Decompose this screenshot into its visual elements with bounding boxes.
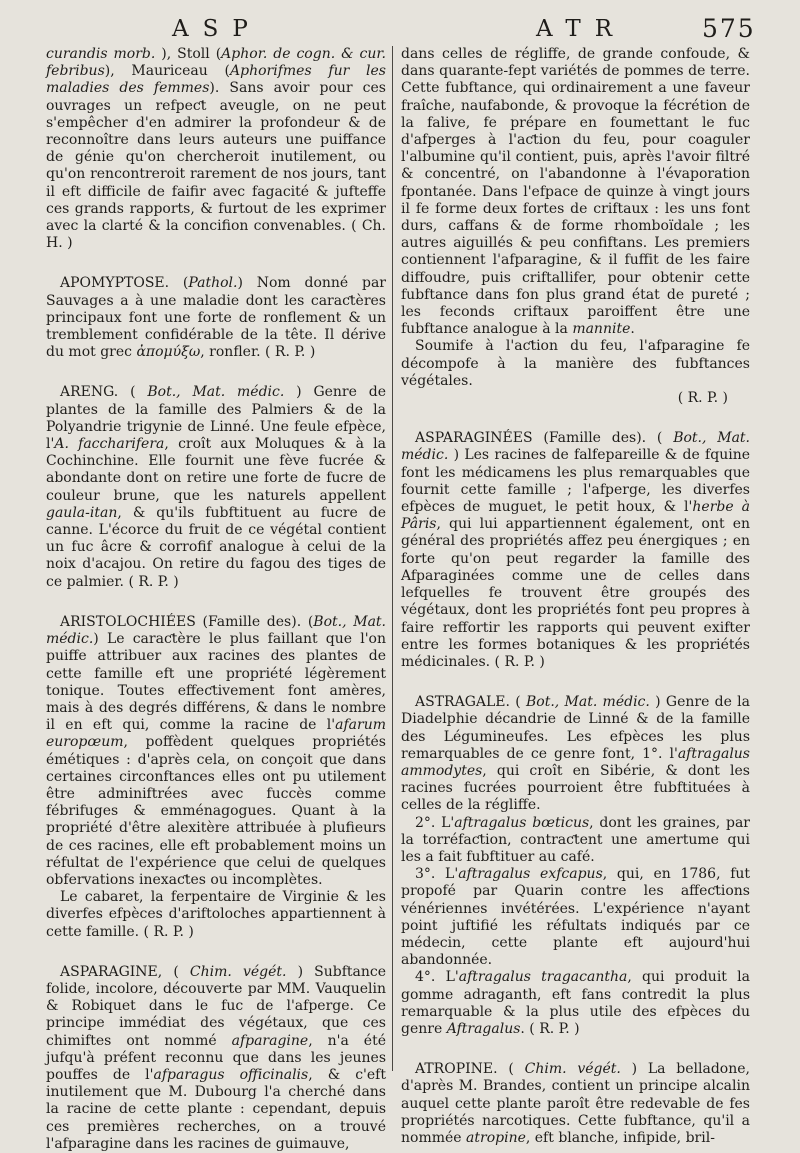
- asparagine-continuation-paragraph: dans celles de régliffe, de grande confoude, & dans quarante-fept variétés de pommes de terre. Cette fubftance, qui ordinairement a une faveur fraîche, naufabonde, & provoque la fécrétion de la falive, fe prépare en foumettant le fuc d'afperges à l'aƈtion du feu, pour coaguler l'albumine qu'il contient, puis, après l'avoir filtré & concentré, on l'abandonne à l'évaporation fpontanée. Dans l'efpace de quinze à vingt jours il fe forme deux fortes de criftaux : les uns font durs, caffans & de forme rhomboïdale ; les autres aiguillés & peu confiftans. Les premiers contiennent l'afparagine, & il fuffit de les faire diffoudre, puis criftallifer, pour obtenir cette fubftance dans fon plus grand état de pureté ; les feconds criftaux paroiffent être une fubftance analogue à la mannite.: [401, 46, 750, 338]
- entry-aristolochiees-paragraph-2: Le cabaret, la ferpentaire de Virginie & les diverfes efpèces d'ariftoloches appartiennent à cette famille. ( R. P. ): [46, 889, 386, 940]
- intro-continuation-paragraph: curandis morb. ), Stoll (Aphor. de cogn. & cur. febribus), Mauriceau (Aphorifmes fur les maladies des femmes). Sans avoir pour ces ouvrages un refpeƈt aveugle, on ne peut s'empêcher d'en admirer la profondeur & de reconnoître dans leurs auteurs une puiffance de génie qu'on chercheroit inutilement, ou qu'on rencontreroit rarement de nos jours, tant il eft difficile de faifir avec fagacité & jufteffe ces grands rapports, & furtout de les exprimer avec la clarté & la concifion convenables. ( Ch. H. ): [46, 46, 387, 252]
- italic-run: atropine: [466, 1129, 526, 1146]
- running-header: [0, 12, 800, 48]
- header-right-letters: ATR: [536, 16, 627, 42]
- entry-astragale: ASTRAGALE. ( Bot., Mat. médic. ) Genre de la Diadelphie décandrie de Linné & de la famille des Légumineufes. Les efpèces les plus remarquables de ce genre font, 1°. l'aftragalus ammodytes, qui croît en Sibérie, & dont les racines fucrées pourroient être fubftituées à celles de la régliffe.: [401, 694, 750, 814]
- entry-apomyptose: APOMYPTOSE. (Pathol.) Nom donné par Sauvages a à une maladie dont les caraƈtères principaux font une forte de ronflement & un tremblement confidérable de la tête. Il dérive du mot grec ἀπομύξω, ronfler. ( R. P. ): [46, 275, 386, 361]
- italic-run: Chim. végét.: [189, 963, 287, 980]
- italic-run: Bot., Mat. médic.: [46, 613, 386, 648]
- entry-atropine: ATROPINE. ( Chim. végét. ) La belladone, d'après M. Brandes, contient un principe alcalin auquel cette plante paroît être redevable de fes propriétés narcotiques. Cette fubftance, qu'il a nommée atropine, eft blanche, infipide, bril-: [401, 1061, 750, 1146]
- entry-areng: ARENG. ( Bot., Mat. médic. ) Genre de plantes de la famille des Palmiers & de la Polyandrie trigynie de Linné. Une feule efpèce, l'A. faccharifera, croît aux Moluques & à la Cochinchine. Elle fournit une fève fucrée & abondante dont on retire une forte de fucre de couleur brune, que les naturels appellent gaula-itan, & qu'ils fubftituent au fucre de canne. L'écorce du fruit de ce végétal contient un fuc âcre & corrofif analogue à celui de la noix d'acajou. On retire du fagou des tiges de ce palmier. ( R. P. ): [46, 384, 386, 590]
- italic-run: ἀπομύξω: [136, 344, 201, 361]
- entry-astragale-item-2: 2°. L'aftragalus bœticus, dont les graines, par la torréfaƈtion, contraƈtent une amertume qui les a fait fubftituer au café.: [401, 814, 751, 865]
- italic-run: A. faccharifera: [54, 436, 165, 453]
- italic-run: gaula-itan: [46, 504, 118, 521]
- asparagine-signature: ( R. P. ): [677, 390, 728, 407]
- italic-run: curandis morb.: [46, 46, 156, 62]
- italic-run: Bot., Mat. médic.: [401, 430, 751, 464]
- italic-run: Chim. végét.: [524, 1061, 621, 1078]
- italic-run: mannite: [572, 321, 631, 338]
- page-number: 575: [702, 14, 756, 43]
- italic-run: Aftragalus: [446, 1020, 521, 1037]
- italic-run: aftragalus ammodytes: [401, 745, 750, 779]
- italic-run: afarum europœum: [46, 717, 386, 751]
- italic-run: afparagine: [231, 1032, 309, 1049]
- italic-run: Bot., Mat. médic.: [147, 384, 285, 401]
- entry-astragale-item-4: 4°. L'aftragalus tragacantha, qui produit la gomme adraganth, eft fans contredit la plus remarquable & la plus utile des efpèces du genre Aftragalus. ( R. P. ): [401, 969, 750, 1037]
- italic-run: aftragalus exfcapus: [458, 866, 603, 883]
- italic-run: Aphorifmes fur les maladies des femmes: [46, 63, 386, 97]
- entry-aristolochiees: ARISTOLOCHIÉES (Famille des). (Bot., Mat. médic.) Le caraƈtère le plus faillant que l'on puiffe attribuer aux racines des plantes de cette famille eft une propriété légèrement tonique. Toutes effeƈtivement font amères, mais à des degrés différens, & dans le nombre il en eft qui, comme la racine de l'afarum europœum, poffèdent quelques propriétés émétiques : d'après cela, on conçoit que dans certaines circonftances elles ont pu utilement être adminiftrées avec fuccès comme fébrifuges & emménagogues. Quant à la propriété d'être alexitère attribuée à plufieurs de ces racines, elle eft probablement moins un réfultat de l'expérience que celui de quelques obfervations inexaƈtes ou incomplètes.: [46, 613, 386, 888]
- column-divider: [392, 46, 393, 1071]
- italic-run: aftragalus tragacantha: [458, 969, 628, 986]
- entry-astragale-item-3: 3°. L'aftragalus exfcapus, qui, en 1786, fut propofé par Quarin contre les affeƈtions vénériennes invétérées. L'expérience n'ayant point juftifié les réfultats indiqués par ce médecin, cette plante eft aujourd'hui abandonnée.: [401, 866, 751, 969]
- italic-run: Pathol.: [188, 275, 238, 292]
- italic-run: herbe à Pâris: [401, 499, 750, 533]
- entry-asparaginees: ASPARAGINÉES (Famille des). ( Bot., Mat. médic. ) Les racines de falfepareille & de fquine font les médicamens les plus remarquables que fournit cette famille ; l'afperge, les diverfes efpèces de muguet, le petit houx, & l'herbe à Pâris, qui lui appartiennent également, ont en général des propriétés affez peu énergiques ; en forte qu'on peut regarder la famille des Afparaginées comme une de celles dans lefquelles fe trouvent être groupés des végétaux, dont les propriétés font peu propres à faire reffortir les rapports qui peuvent exifter entre les formes botaniques & les propriétés médicinales. ( R. P. ): [401, 430, 751, 670]
- right-column: [401, 46, 750, 1147]
- asparagine-continuation-paragraph-2: Soumife à l'aƈtion du feu, l'afparagine fe décompofe à la manière des fubftances végétales.: [401, 338, 750, 389]
- entry-asparagine: ASPARAGINE, ( Chim. végét. ) Subftance folide, incolore, découverte par MM. Vauquelin & Robiquet dans le fuc de l'afperge. Ce principe immédiat des végétaux, que ces chimiftes ont nommé afparagine, n'a été jufqu'à préfent reconnu que dans les jeunes pouffes de l'afparagus officinalis, & c'eft inutilement que M. Dubourg l'a cherché dans la racine de cette plante : cependant, depuis ces premières recherches, on a trouvé l'afparagine dans les racines de guimauve,: [46, 963, 387, 1152]
- header-left-letters: ASP: [172, 16, 262, 42]
- italic-run: Bot., Mat. médic.: [525, 694, 650, 711]
- italic-run: aftragalus bœticus: [454, 814, 590, 831]
- italic-run: Aphor. de cogn. & cur. febribus: [46, 46, 387, 80]
- italic-run: afparagus officinalis: [153, 1066, 309, 1083]
- left-column: [46, 46, 386, 1153]
